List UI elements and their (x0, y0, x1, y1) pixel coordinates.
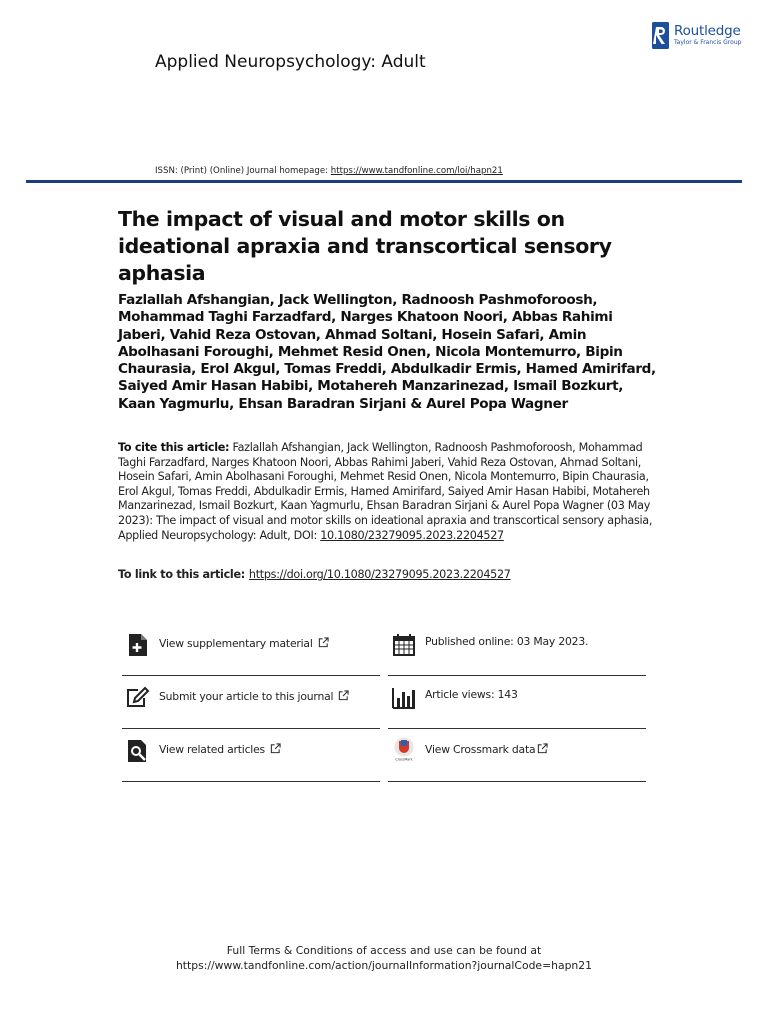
footer-terms-text: Full Terms & Conditions of access and use can be found at (226, 944, 542, 957)
submit-text: Submit your article to this journal (159, 690, 334, 703)
link-label: To link to this article: (118, 568, 245, 581)
citation-text: Fazlallah Afshangian, Jack Wellington, Radnoosh Pashmoforoosh, Mohammad Taghi Farzadfard, Narges Khatoon Noori, Abbas Rahimi Jaberi, Vahid Reza Ostovan, Ahmad Soltani, Hosein Safari, Amin Abolhasani Foroughi, Mehmet Resid Onen, Nicola Montemurro, Bipin Chaurasia, Erol Akgul, Tomas Freddi, Abdulkadir Ermis, Hamed Amirifard, Saiyed Amir Hasan Habibi, Motahereh Manzarinezad, Ismail Bozkurt, Kaan Yagmurlu, Ehsan Baradran Sirjani & Aurel Popa Wagner (03 May 2023): The impact of visual and motor skills on ideational apraxia and transcortical sensory aphasia, Applied Neuropsychology: Adult, DOI: (118, 441, 653, 542)
journal-homepage-link[interactable]: https://www.tandfonline.com/loi/hapn21 (330, 166, 503, 176)
issn-line (155, 166, 503, 176)
footer-terms-link[interactable]: https://www.tandfonline.com/action/journalInformation?journalCode=hapn21 (175, 959, 593, 972)
related-cell[interactable] (122, 729, 380, 782)
views-cell (388, 676, 646, 729)
crossmark-text: View Crossmark data (425, 743, 536, 756)
article-doi-link[interactable]: https://doi.org/10.1080/23279095.2023.2204527 (248, 568, 511, 581)
external-link-icon (318, 637, 329, 648)
external-link-icon (338, 690, 349, 701)
external-link-icon (537, 743, 548, 754)
document-plus-icon (126, 633, 150, 657)
related-text: View related articles (159, 743, 265, 756)
citation-block (118, 441, 658, 543)
article-link-line (118, 568, 511, 581)
publisher-brand: Routledge (674, 23, 741, 39)
journal-name: Applied Neuropsychology: Adult (155, 52, 426, 72)
related-label (159, 743, 281, 756)
crossmark-caption: CrossMark (395, 757, 413, 761)
edit-pencil-icon (126, 686, 150, 710)
bar-chart-icon (392, 686, 416, 710)
supplementary-cell[interactable] (122, 623, 380, 676)
supplementary-text: View supplementary material (159, 637, 313, 650)
header-rule (26, 180, 742, 183)
crossmark-cell[interactable] (388, 729, 646, 782)
published-cell (388, 623, 646, 676)
published-label: Published online: 03 May 2023. (425, 635, 589, 648)
publisher-subbrand: Taylor & Francis Group (674, 39, 742, 46)
issn-text: ISSN: (Print) (Online) Journal homepage: (155, 166, 331, 176)
article-authors: Fazlallah Afshangian, Jack Wellington, Radnoosh Pashmoforoosh, Mohammad Taghi Farzadfard, Narges Khatoon Noori, Abbas Rahimi Jaberi, Vahid Reza Ostovan, Ahmad Soltani, Hosein Safari, Amin Abolhasani Foroughi, Mehmet Resid Onen, Nicola Montemurro, Bipin Chaurasia, Erol Akgul, Tomas Freddi, Abdulkadir Ermis, Hamed Amirifard, Saiyed Amir Hasan Habibi, Motahereh Manzarinezad, Ismail Bozkurt, Kaan Yagmurlu, Ehsan Baradran Sirjani & Aurel Popa Wagner (118, 292, 656, 412)
crossmark-label (425, 743, 548, 756)
publisher-logo (652, 22, 752, 50)
citation-label: To cite this article: (118, 441, 230, 454)
views-label: Article views: 143 (425, 688, 518, 701)
submit-cell[interactable] (122, 676, 380, 729)
external-link-icon (270, 743, 281, 754)
crossmark-icon (392, 737, 416, 761)
submit-label (159, 690, 349, 703)
search-document-icon (126, 739, 150, 763)
footer (0, 943, 768, 973)
article-title: The impact of visual and motor skills on ideational apraxia and transcortical sensory aphasia (118, 207, 612, 285)
calendar-icon (392, 633, 416, 657)
supplementary-label (159, 637, 329, 650)
routledge-logo-icon (652, 22, 669, 49)
citation-doi-link[interactable]: 10.1080/23279095.2023.2204527 (320, 528, 504, 542)
